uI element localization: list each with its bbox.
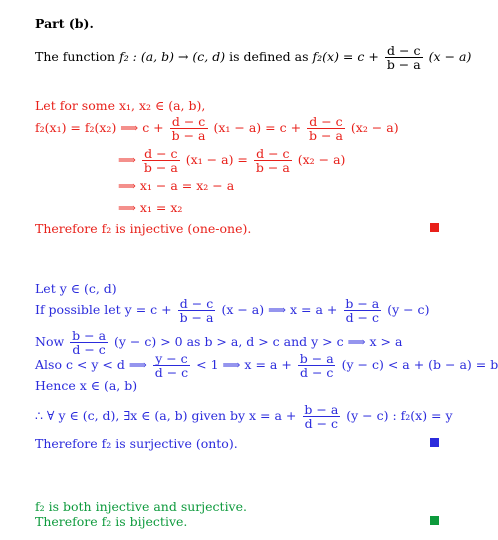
surjective-l2-b: (x − a) ⟹ x = a + <box>221 302 338 318</box>
injective-l1-a: f₂(x₁) = f₂(x₂) ⟹ c + <box>35 120 164 136</box>
qed-square-icon <box>430 516 439 525</box>
fraction-numerator: d − c <box>256 146 290 161</box>
injective-line-1 <box>35 115 399 142</box>
fraction-denominator: d − c <box>345 310 379 326</box>
function-definition <box>35 44 471 71</box>
injective-l2-b: (x₁ − a) = <box>185 152 248 168</box>
fraction-numerator: d − c <box>179 296 214 311</box>
fraction-denominator: b − a <box>179 310 214 326</box>
fraction-denominator: d − c <box>304 416 339 432</box>
injective-l1-c: (x₂ − a) <box>350 120 399 136</box>
fraction-numerator: d − c <box>144 146 178 161</box>
fraction-denominator: d − c <box>72 342 106 358</box>
definition-rhs: (x − a) <box>428 49 472 65</box>
fraction-numerator: d − c <box>387 43 421 58</box>
surjective-l4-b: < 1 ⟹ x = a + <box>196 357 292 373</box>
surjective-l2-frac-1 <box>178 297 216 324</box>
surjective-l4-c: (y − c) < a + (b − a) = b <box>341 357 498 373</box>
surjective-l2-frac-2 <box>343 297 381 324</box>
injective-intro: Let for some x₁, x₂ ∈ (a, b), <box>35 98 206 113</box>
surjective-l4-frac-2 <box>298 352 336 379</box>
surjective-l3-b: (y − c) > 0 as b > a, d > c and y > c ⟹ x > a <box>114 334 403 350</box>
fraction-denominator: b − a <box>171 128 206 144</box>
definition-lhs: f₂(x) = c + <box>312 49 379 65</box>
fraction-numerator: d − c <box>309 114 343 129</box>
definition-middle: is defined as <box>225 49 313 65</box>
part-title: Part (b). <box>35 16 94 31</box>
qed-square-icon <box>430 223 439 232</box>
surjective-l6-a: ∴ ∀ y ∈ (c, d), ∃x ∈ (a, b) given by x = a + <box>35 408 297 424</box>
surjective-line-6 <box>35 403 453 430</box>
surjective-l4-frac-1 <box>153 352 190 379</box>
definition-fraction <box>385 44 423 71</box>
fraction-denominator: b − a <box>143 160 178 176</box>
injective-l1-frac-2 <box>307 115 345 142</box>
definition-prefix: The function <box>35 49 120 65</box>
fraction-numerator: d − c <box>171 114 206 129</box>
surjective-l2-c: (y − c) <box>387 302 430 318</box>
injective-line-4: ⟹ x₁ = x₂ <box>118 200 183 215</box>
surjective-l4-a: Also c < y < d ⟹ <box>35 357 147 373</box>
surjective-line-1: Let y ∈ (c, d) <box>35 281 117 296</box>
definition-func: f₂ : (a, b) → (c, d) <box>119 49 226 65</box>
fraction-denominator: b − a <box>386 57 421 73</box>
bijective-line-2: Therefore f₂ is bijective. <box>35 514 188 529</box>
surjective-line-4 <box>35 352 498 379</box>
injective-line-3: ⟹ x₁ − a = x₂ − a <box>118 178 235 193</box>
fraction-numerator: b − a <box>345 296 380 311</box>
surjective-l2-a: If possible let y = c + <box>35 302 172 318</box>
surjective-l6-b: (y − c) : f₂(x) = y <box>346 408 453 424</box>
surjective-l6-frac <box>302 403 340 430</box>
qed-square-icon <box>430 438 439 447</box>
fraction-denominator: d − c <box>300 365 334 381</box>
injective-l2-frac-1 <box>142 147 180 174</box>
fraction-numerator: y − c <box>155 351 188 366</box>
fraction-denominator: b − a <box>309 128 343 144</box>
injective-l1-frac-1 <box>170 115 208 142</box>
surjective-l3-a: Now <box>35 334 65 350</box>
injective-line-2 <box>118 147 345 174</box>
surjective-line-5: Hence x ∈ (a, b) <box>35 378 138 393</box>
fraction-denominator: b − a <box>255 160 290 176</box>
fraction-numerator: b − a <box>299 351 334 366</box>
bijective-line-1: f₂ is both injective and surjective. <box>35 499 247 514</box>
injective-conclusion: Therefore f₂ is injective (one-one). <box>35 221 252 236</box>
surjective-line-2 <box>35 297 429 324</box>
injective-l1-b: (x₁ − a) = c + <box>213 120 302 136</box>
surjective-conclusion: Therefore f₂ is surjective (onto). <box>35 436 238 451</box>
injective-l2-frac-2 <box>254 147 292 174</box>
injective-l2-c: (x₂ − a) <box>297 152 346 168</box>
fraction-numerator: b − a <box>304 402 339 417</box>
fraction-denominator: d − c <box>154 365 189 381</box>
fraction-numerator: b − a <box>72 328 107 343</box>
injective-l2-a: ⟹ <box>118 152 136 168</box>
